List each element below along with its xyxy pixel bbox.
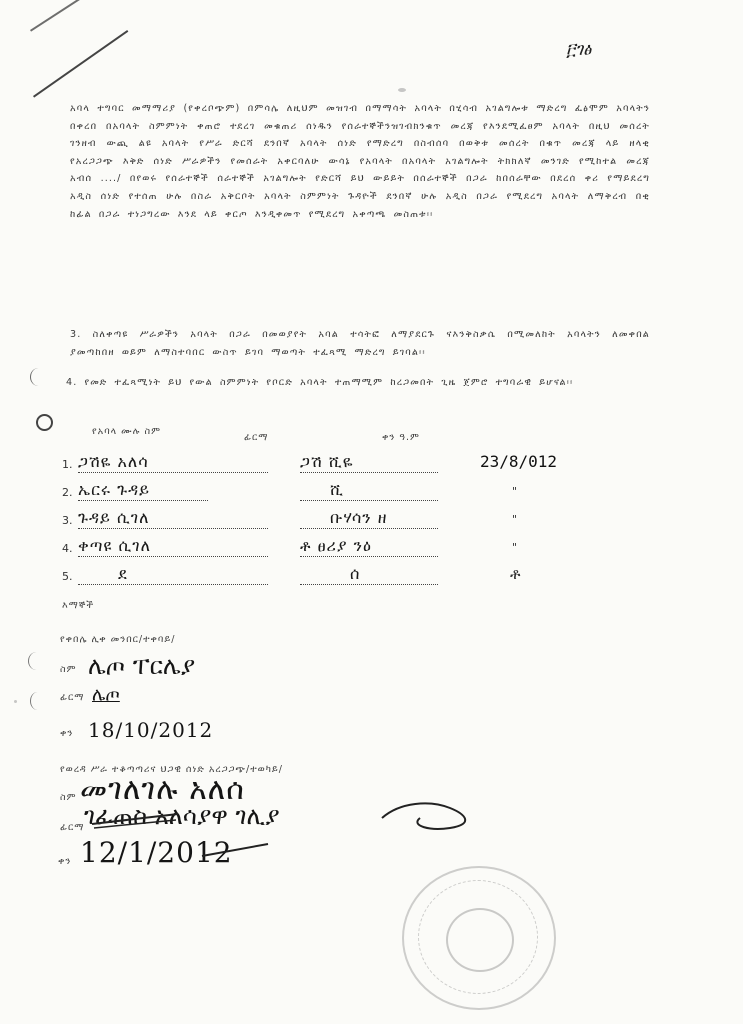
member-date: " bbox=[512, 541, 518, 554]
approved-date: 12/1/2012 bbox=[80, 836, 233, 869]
approved-date-label: ቀን bbox=[58, 856, 72, 867]
fold-mark bbox=[33, 30, 128, 98]
fold-mark bbox=[30, 0, 132, 32]
member-row: 4. ቀጣዩ ሲገለ ቶ ፀሪያ ንዕ " bbox=[62, 536, 518, 555]
prepared-date-label: ቀን bbox=[60, 728, 74, 739]
member-name: ጋሽዬ አለሳ bbox=[78, 452, 268, 473]
prepared-by-label: የቀበሌ ሊቀ መንበር/ተቀባይ/ bbox=[60, 634, 176, 645]
intro-paragraph: አባላ ተግባር መማማሪያ (የቀረቦጭም) በምሳሌ ለዚህም መዝገብ በማማሳት አባላት በሂሳብ አገልግሎቱ ማድረግ ፈፅሞም አባላትን በቀረበ በአባላት ስምምነት ቀጠሮ ተደረገ መቁጠሪ ሰነዱን የሰራተኞችንዝገብክንቁጥ መረጃ የእንደሚፈፀም አባላት በዚህ መሰረት ገንዘብ ውጪ ልዩ አባላት የሥራ ድርሻ ደንበኛ አባላት ሰነድ የማድረግ በስብሰባ በወቅቱ መሰረት በቁጥ መረጃ ላይ ዘላቂ የአረጋጋጭ እቅድ ሰነድ ሥራዎችን የመሰራት አቀርባለሁ ውሳኔ የአባላት በአባላት አገልግሎት ትክክለኛ መንገድ የሚከተል መረጃ አብሰ ..../ በየወሩ የሰራተኞች ሰራተኞች አገልግሎት የድርሻ ይህ ውይይት በሰራተኞች በጋራ ከበሰራቸው በደረሰ ቀሪ የማይደረግ አዲስ ሰነድ የተሰጠ ሁሉ በስራ አቅርቦት አባላት ስምምነት ጉዳዮች ደንበኛ ሁሉ አዲስ በጋራ የሚደረግ አባላት ለማቅረብ በቂ ከፊል በጋራ ተነጋግረው እንደ ላይ ቀርጦ እንዲቀመጥ የሚደረግ አቀጣጫ መስጠቱ፡፡ bbox=[70, 103, 650, 220]
member-signature: ቶ ፀሪያ ንዕ bbox=[300, 536, 438, 557]
member-row: 1. ጋሽዬ አለሳ ጋሽ ሺዬ 23/8/012 bbox=[0, 452, 743, 478]
signature-strike bbox=[90, 808, 180, 832]
witnesses-label: እማኞች bbox=[62, 600, 95, 611]
approved-signature: ገፈጠስ አለሳያዋ ገሊያ bbox=[84, 802, 280, 830]
scan-speck bbox=[398, 88, 406, 92]
punch-mark bbox=[28, 652, 45, 670]
column-header-name: የአባላ ሙሉ ስም bbox=[92, 426, 161, 437]
member-name: ደ bbox=[78, 564, 268, 585]
member-date: ቶ bbox=[510, 564, 521, 583]
prepared-name: ሌጦ ፐርሌያ bbox=[88, 652, 196, 680]
member-date: " bbox=[512, 485, 518, 498]
signature-flourish bbox=[380, 796, 480, 836]
member-signature: ሰ bbox=[300, 564, 438, 585]
page-number: ፫ገፅ bbox=[565, 39, 592, 61]
punch-mark bbox=[30, 692, 45, 710]
approved-sign-label: ፊርማ bbox=[60, 822, 85, 833]
date-underline bbox=[200, 840, 270, 860]
member-row: 5. ደ ሰ ቶ bbox=[62, 564, 521, 583]
column-header-date: ቀን ዓ.ም bbox=[382, 432, 420, 443]
member-name: ጉዳይ ሲገለ bbox=[78, 508, 268, 529]
member-date: 23/8/012 bbox=[480, 452, 558, 471]
prepared-signature: ሌጦ bbox=[92, 684, 120, 705]
member-signature: ጋሽ ሺዬ bbox=[300, 452, 438, 473]
member-row: 2. ኤርሩ ጉዳይ ሺ " bbox=[62, 480, 518, 499]
member-name: ቀጣዩ ሲገለ bbox=[78, 536, 268, 557]
approved-by-label: የወረዳ ሥራ ተቆጣጣሪና ህጋዊ ሰነድ አረጋጋጭ/ተወካይ/ bbox=[60, 764, 283, 775]
clause-3-paragraph: 3. ስለቀጣዩ ሥራዎችን አባላት በጋራ በመወያየት አባል ተሳትፎ ለማያደርጉ ናእንቅስቃሴ በሚመለከት አባላትን ለመቀበል ያመጣከበዘ ወይም ለማስተባበር ውስጥ ይገባ ማወጣት ተፈጻሚ ማድረግ ይገባል፡፡ bbox=[70, 329, 650, 358]
prepared-date: 18/10/2012 bbox=[88, 718, 214, 742]
clause-4-paragraph: 4. የመድ ተፈጻሚነት ይህ የውል ስምምነት የቦርድ አባላት ተጠማሚም ከረጋመበት ጊዜ ጀምሮ ተግባራዊ ይሆናል፡፡ bbox=[66, 377, 574, 388]
member-row: 3. ጉዳይ ሲገለ ቡሃሳን ዘ " bbox=[62, 508, 518, 527]
column-header-signature: ፊርማ bbox=[244, 432, 269, 443]
member-signature: ቡሃሳን ዘ bbox=[300, 508, 438, 529]
member-signature: ሺ bbox=[300, 480, 438, 501]
approved-name: መገለገሉ አለሰ bbox=[80, 772, 245, 807]
punch-hole bbox=[36, 414, 53, 431]
prepared-sign-label: ፊርማ bbox=[60, 692, 85, 703]
prepared-name-label: ስም bbox=[60, 664, 77, 675]
office-stamp bbox=[402, 866, 556, 1010]
punch-mark bbox=[30, 368, 47, 386]
member-date: " bbox=[512, 513, 518, 526]
member-name: ኤርሩ ጉዳይ bbox=[78, 480, 208, 501]
approved-name-label: ስም bbox=[60, 792, 77, 803]
scan-speck bbox=[14, 700, 17, 703]
